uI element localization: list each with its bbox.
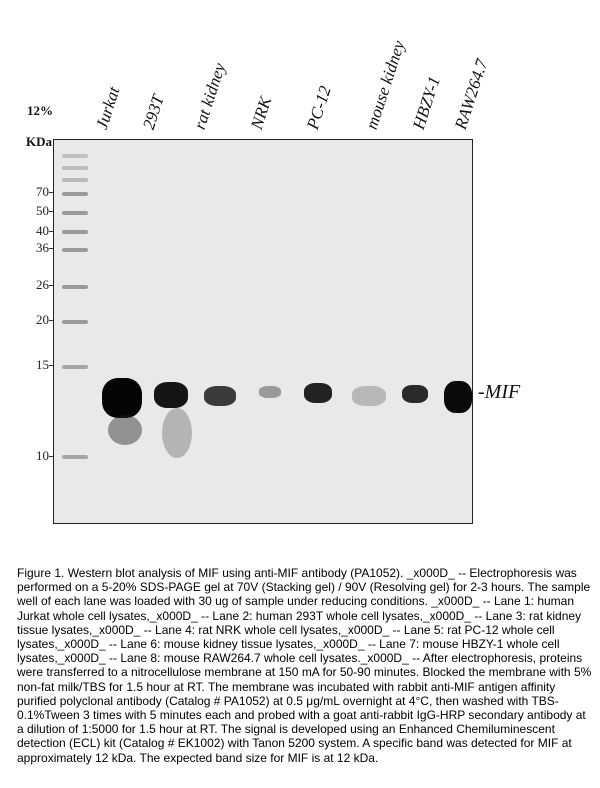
gel-percent-label: 12%: [27, 103, 53, 118]
band-smear: [162, 408, 192, 458]
figure-caption: Figure 1. Western blot analysis of MIF using anti-MIF antibody (PA1052). _x000D_ -- Electrophoresis was performed on a 5-20% SDS-PAGE gel at 70V (Stacking gel) / 90V (Resolving gel) for 2-3 hours. The sample well of each lane was loaded with 30 ug of sample under reducing conditions. _x000D_ -- Lane 1: human Jurkat whole cell lysates,_x000D_ -- Lane 2: human 293T whole cell lysates,_x000D_ -- Lane 3: rat kidney tissue lysates,_x000D_ -- Lane 4: rat NRK whole cell lysates,_x000D_ -- Lane 5: rat PC-12 whole cell lysates,_x000D_ -- Lane 6: mouse kidney tissue lysates,_x000D_ -- Lane 7: mouse HBZY-1 whole cell lysates,_x000D_ -- Lane 8: mouse RAW264.7 whole cell lysates._x000D_ -- After electrophoresis, proteins were transferred to a nitrocellulose membrane at 150 mA for 50-90 minutes. Blocked the membrane with 5% non-fat milk/TBS for 1.5 hour at RT. The membrane was incubated with rabbit anti-MIF antigen affinity purified polyclonal antibody (Catalog # PA1052) at 0.5 μg/mL overnight at 4°C, then washed with TBS-0.1%Tween 3 times with 5 minutes each and probed with a goat anti-rabbit IgG-HRP secondary antibody at a dilution of 1:5000 for 1.5 hour at RT. The signal is developed using an Enhanced Chemiluminescent detection (ECL) kit (Catalog # EK1002) with Tanon 5200 system. A specific band was detected for MIF at approximately 12 kDa. The expected band size for MIF is at 12 kDa.: [17, 566, 595, 765]
western-blot-image: [53, 139, 473, 524]
mif-band-lane-2: [154, 382, 188, 408]
mw-marker-15: 15: [36, 357, 49, 372]
mw-marker-50: 50: [36, 203, 49, 218]
lane-label-mouse-kidney: mouse kidney: [361, 38, 409, 132]
ladder-band: [62, 230, 88, 234]
mw-marker-40: 40: [36, 223, 49, 238]
ladder-band: [62, 192, 88, 196]
mw-marker-20: 20: [36, 312, 49, 327]
lane-label-jurkat: Jurkat: [91, 84, 124, 132]
mw-marker-26: 26: [36, 277, 49, 292]
mif-band-lane-8: [444, 381, 472, 413]
ladder-band: [62, 178, 88, 182]
band-smear: [108, 415, 142, 445]
mw-marker-10: 10: [36, 448, 49, 463]
mw-marker-70: 70: [36, 184, 49, 199]
lane-label-293t: 293T: [138, 92, 168, 132]
mif-band-lane-5: [304, 383, 332, 403]
ladder-band: [62, 211, 88, 215]
ladder-band: [62, 365, 88, 369]
lane-label-hbzy1: HBZY-1: [408, 74, 444, 132]
mif-band-label: -MIF: [478, 381, 521, 403]
ladder-band: [62, 166, 88, 170]
mif-band-lane-4: [259, 386, 281, 398]
ladder-band: [62, 285, 88, 289]
mif-band-lane-6: [352, 386, 386, 406]
ladder-band: [62, 248, 88, 252]
mif-band-lane-7: [402, 385, 428, 403]
lane-label-rat-kidney: rat kidney: [189, 60, 230, 132]
kda-label: KDa: [26, 134, 52, 149]
ladder-band: [62, 455, 88, 459]
lane-label-nrk: NRK: [246, 94, 276, 132]
mif-band-lane-1: [102, 378, 142, 418]
mif-band-lane-3: [204, 386, 236, 406]
lane-label-raw264: RAW264.7: [450, 56, 492, 132]
ladder-band: [62, 320, 88, 324]
lane-label-pc12: PC-12: [302, 83, 335, 132]
mw-marker-36: 36: [36, 240, 49, 255]
ladder-band: [62, 154, 88, 158]
